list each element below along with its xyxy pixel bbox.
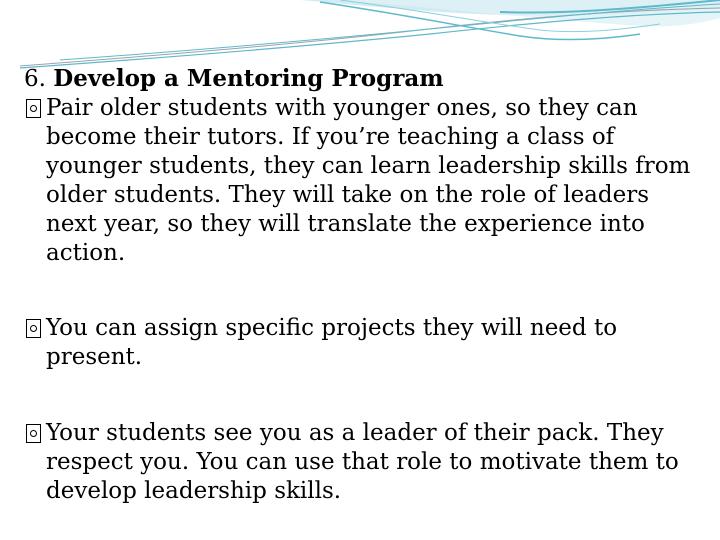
bullet-text: You can assign specific projects they will need to present.: [46, 315, 618, 370]
bullet-item: [24, 314, 704, 372]
bullet-text: Pair older students with younger ones, so they can become their tutors. If you’re teaching a class of younger students, they can learn leadership skills from older students. They will take on the role of leaders next year, so they will translate the experience into action.: [46, 95, 691, 266]
slide-content: [24, 64, 704, 506]
slide-heading: [24, 64, 704, 94]
header-wave-decoration: [0, 0, 720, 70]
heading-number: 6.: [24, 66, 46, 92]
bullet-item: [24, 94, 704, 268]
bullet-glyph-icon: [26, 99, 41, 118]
bullet-glyph-icon: [26, 319, 41, 338]
bullet-item: [24, 419, 704, 506]
bullet-text: Your students see you as a leader of their pack. They respect you. You can use that role to motivate them to develop leadership skills.: [46, 420, 679, 504]
bullet-glyph-icon: [26, 424, 41, 443]
heading-title: Develop a Mentoring Program: [53, 65, 444, 92]
